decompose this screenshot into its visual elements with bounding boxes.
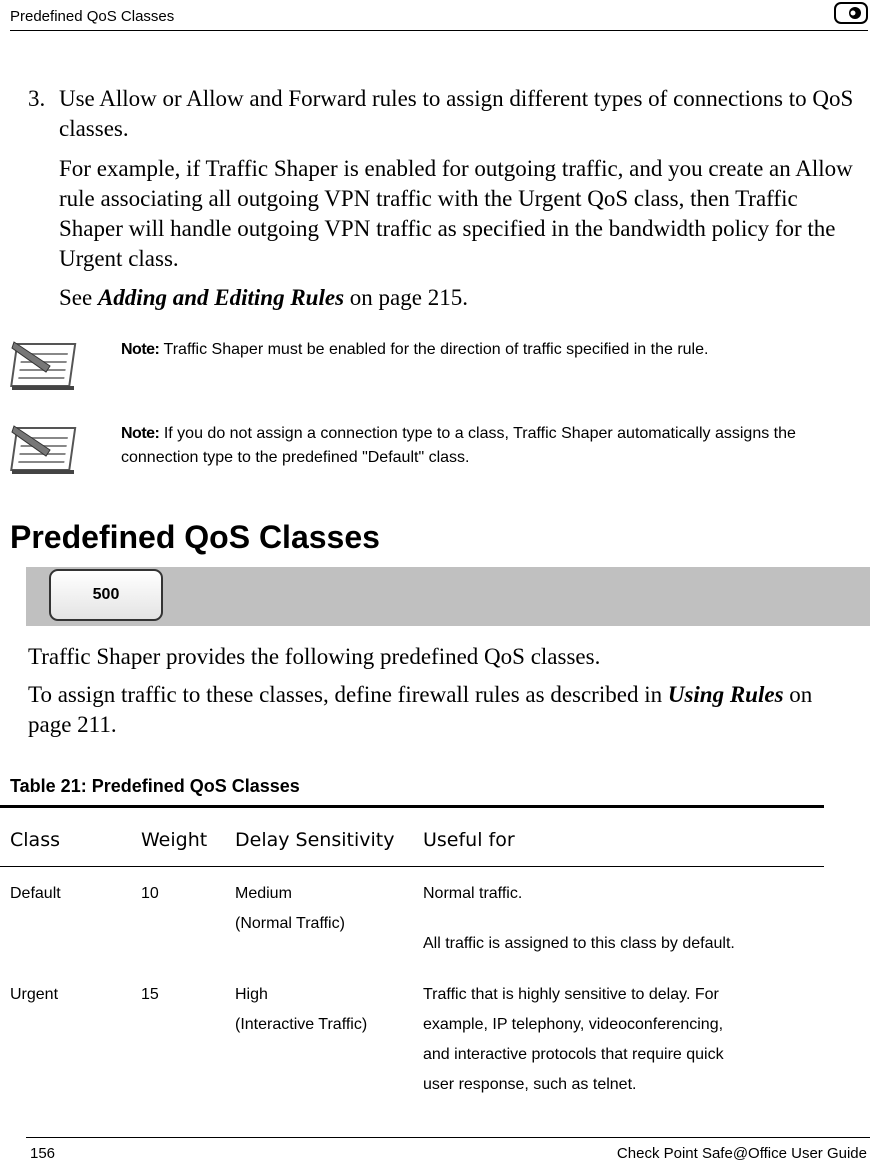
check-point-logo-icon (834, 2, 868, 24)
row-default-class: Default (10, 885, 61, 902)
section-title: Predefined QoS Classes (10, 519, 380, 555)
note-1-body: Traffic Shaper must be enabled for the direction of traffic specified in the rule. (159, 341, 709, 358)
note-2-text (121, 422, 821, 470)
note-pad-icon (10, 338, 78, 392)
table-top-rule (0, 805, 824, 808)
header-title: Predefined QoS Classes (10, 8, 175, 25)
row-urgent-delay-desc: (Interactive Traffic) (235, 1016, 368, 1033)
note-label: Note: (121, 341, 160, 358)
adding-editing-rules-link[interactable]: Adding and Editing Rules (97, 285, 345, 310)
model-badge: 500 (49, 569, 163, 621)
footer-rule (26, 1137, 870, 1138)
note-pad-icon (10, 422, 78, 476)
note-2-body: If you do not assign a connection type to a class, Traffic Shaper automatically assigns the connection type to the predefined "Default" class. (121, 425, 796, 466)
page-number: 156 (30, 1145, 56, 1162)
row-urgent-useful-2: example, IP telephony, videoconferencing, (423, 1016, 724, 1033)
row-urgent-delay-level: High (235, 986, 268, 1003)
row-urgent-useful-4: user response, such as telnet. (423, 1076, 637, 1093)
row-default-useful-1: Normal traffic. (423, 885, 523, 902)
see-prefix: See (59, 285, 98, 310)
row-urgent-useful-1: Traffic that is highly sensitive to delay. For (423, 986, 719, 1003)
col-header-class: Class (10, 829, 60, 851)
col-header-useful: Useful for (423, 829, 515, 851)
row-default-delay-level: Medium (235, 885, 292, 902)
row-default-weight: 10 (141, 885, 159, 902)
page-header (10, 8, 868, 31)
guide-title: Check Point Safe@Office User Guide (616, 1145, 867, 1162)
row-urgent-class: Urgent (10, 986, 59, 1003)
table-caption: Table 21: Predefined QoS Classes (10, 776, 300, 796)
assign-prefix: To assign traffic to these classes, define firewall rules as described in (28, 682, 668, 707)
see-suffix: on page 215. (344, 285, 468, 310)
example-paragraph: For example, if Traffic Shaper is enabled for outgoing traffic, and you create an Allow rule associating all outgoing VPN traffic with the Urgent QoS class, then Traffic Shaper will handle outgoing VPN traffic as specified in the bandwidth policy for the Urgent class. (59, 156, 853, 271)
row-urgent-useful-3: and interactive protocols that require quick (423, 1046, 724, 1063)
col-header-delay: Delay Sensitivity (235, 829, 395, 851)
see-reference (59, 283, 859, 313)
model-bar (26, 567, 870, 626)
note-1-text (121, 338, 821, 362)
row-default-delay-desc: (Normal Traffic) (235, 915, 345, 932)
assign-suffix: on page 211. (28, 682, 813, 737)
table-header-rule (0, 866, 824, 867)
row-default-useful-2: All traffic is assigned to this class by default. (423, 935, 735, 952)
intro-paragraph: Traffic Shaper provides the following predefined QoS classes. (28, 644, 601, 669)
assign-reference (28, 680, 858, 740)
row-urgent-weight: 15 (141, 986, 159, 1003)
using-rules-link[interactable]: Using Rules (667, 682, 784, 707)
step-text: Use Allow or Allow and Forward rules to assign different types of connections to QoS classes. (59, 86, 854, 141)
step-number: 3. (28, 86, 46, 111)
col-header-weight: Weight (141, 829, 208, 851)
note-label: Note: (121, 425, 160, 442)
